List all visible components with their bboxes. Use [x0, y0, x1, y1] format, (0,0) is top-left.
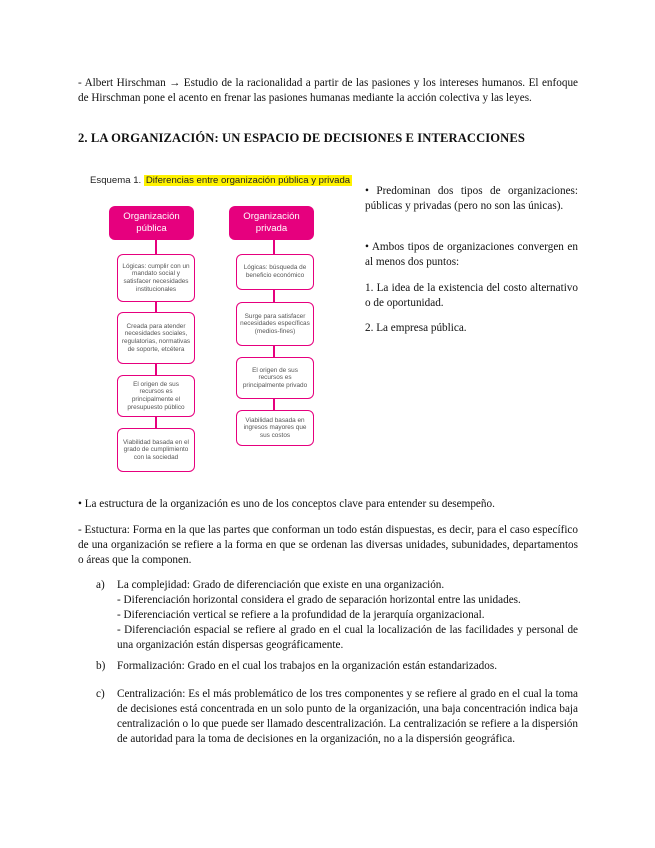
- private-item: Surge para satisfacer necesidades específicas (medios-fines): [236, 302, 314, 346]
- public-header: Organización pública: [109, 206, 194, 240]
- side-bullet-2: • Ambos tipos de organizaciones convergen en al menos dos puntos:: [365, 241, 578, 268]
- schema-figure: [88, 170, 358, 480]
- list-item-formalization: Formalización: Grado en el cual los trabajos en la organización están estandarizados.: [117, 660, 498, 672]
- public-item: Lógicas: cumplir con un mandato social y satisfacer necesidades institucionales: [117, 254, 195, 302]
- complexity-spatial: - Diferenciación espacial se refiere al grado en el cual la localización de las facilidades y personal de una organización están dispersas geográficamente.: [117, 624, 578, 651]
- public-item: Creada para atender necesidades sociales, regulatorias, normativas de soporte, etcétera: [117, 312, 195, 364]
- list-label-a: a): [96, 579, 105, 591]
- list-label-b: b): [96, 660, 106, 672]
- private-header: Organización privada: [229, 206, 314, 240]
- private-item: Lógicas: búsqueda de beneficio económico: [236, 254, 314, 290]
- schema-caption-prefix: Esquema 1.: [90, 175, 142, 186]
- schema-caption-highlight: Diferencias entre organización pública y privada: [145, 175, 351, 186]
- structure-bullet: • La estructura de la organización es uno de los conceptos clave para entender su desempeño.: [78, 498, 495, 510]
- complexity-vertical: - Diferenciación vertical se refiere a la profundidad de la jerarquía organizacional.: [117, 609, 485, 621]
- side-bullet-1: • Predominan dos tipos de organizaciones: públicas y privadas (pero no son las únicas).: [365, 185, 578, 212]
- list-item-complexity: [117, 578, 578, 653]
- list-label-c: c): [96, 688, 105, 700]
- public-item: Viabilidad basada en el grado de cumplimiento con la sociedad: [117, 428, 195, 472]
- side-point-1: 1. La idea de la existencia del costo alternativo o de oportunidad.: [365, 282, 578, 309]
- structure-definition: - Estuctura: Forma en la que las partes que conforman un todo están dispuestas, es decir, para el caso específico de una organización se refiere a la forma en que se ordenan las diversas unidades, subunidades, departamentos o áreas que la componen.: [78, 524, 578, 566]
- schema-caption: [90, 175, 352, 186]
- complexity-horizontal: - Diferenciación horizontal considera el grado de separación horizontal entre las unidades.: [117, 594, 521, 606]
- private-item: El origen de sus recursos es principalmente privado: [236, 357, 314, 399]
- public-item: El origen de sus recursos es principalmente el presupuesto público: [117, 375, 195, 417]
- private-item: Viabilidad basada en ingresos mayores que sus costos: [236, 410, 314, 446]
- list-item-centralization: Centralización: Es el más problemático de los tres componentes y se refiere al grado en el cual la toma de decisiones está concentrada en un solo punto de la organización, una baja concentración indica baja centralización o lo que puede ser llamado descentralización. La centralización se refiere a la dispersión de autoridad para la toma de decisiones en la organización, no a la dispersión geográfica.: [117, 688, 578, 745]
- intro-paragraph: - Albert Hirschman → Estudio de la racionalidad a partir de las pasiones y los intereses humanos. El enfoque de Hirschman pone el acento en frenar las pasiones humanas mediante la acción colectiva y las leyes.: [78, 77, 578, 104]
- section-title: 2. LA ORGANIZACIÓN: UN ESPACIO DE DECISIONES E INTERACCIONES: [78, 131, 525, 145]
- complexity-title: La complejidad: Grado de diferenciación que existe en una organización.: [117, 579, 445, 591]
- side-point-2: 2. La empresa pública.: [365, 322, 467, 334]
